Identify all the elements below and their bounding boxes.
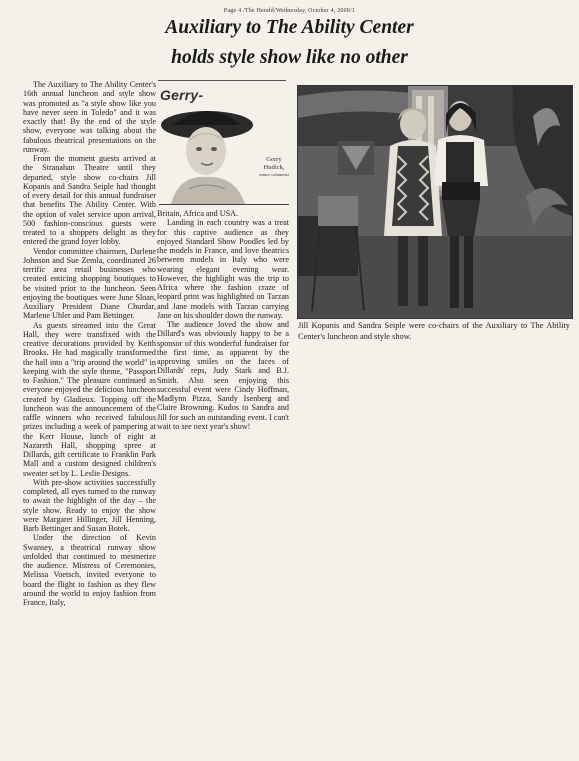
headline-line-1: Auxiliary to The Ability Center <box>165 17 414 38</box>
paragraph: The audience loved the show and Dillard's was obviously happy to be a sponsor of this wonderful fundraiser for the first time, as apparent by the approving smiles on the faces of Dillards' reps, Judy Stark and B.J. Smith. Also seen enjoying this successful event were Cindy Hoffman, Madlynn Pizza, Sandy Isenberg and Claire Browning. Kudos to Sandra and Jill for such an outstanding event. I can't wait to see next year's show! <box>157 320 289 431</box>
paragraph: Britain, Africa and USA. <box>157 209 239 218</box>
byline-name-line-2: Hudick, <box>263 164 285 171</box>
article-column-middle <box>157 209 289 431</box>
page-folio: Page 4 /The Herald/Wednesday, October 4, 2000/1 <box>223 8 356 14</box>
paragraph: The Auxiliary to The Ability Center's 16th annual luncheon and style show was promoted as "a style show like you have never seen in Toledo" and it was exactly that! By the end of the style show, everyone was talking about the fabulous theatrical presentations on the runway. <box>23 80 156 154</box>
byline-name-line-1: Gerry <box>266 156 282 163</box>
paragraph: As guests streamed into the Great Hall, they were transfixed with the creative decorations provided by Keith Brooks. He had magically transformed the hall into a "trip around the world" in keeping with the style theme, "Passport to Fashion." The pleasure continued as everyone enjoyed the delicious luncheon created by Gladieux. Topping off the luncheon was the announcement of the raffle winners who received fabulous prizes including a week of pampering at the Kerr House, lunch of eight at Nazareth Hall, shopping spree at Dillards, gift certificate to Franklin Park Mall and a custom designed children's sweater set by L. Leslie Designs. <box>23 320 156 478</box>
article-column-left <box>23 80 156 607</box>
headline-rule <box>158 80 286 81</box>
paragraph: Landing in each country was a treat for this captive audience as they enjoyed Standard Show Poodles led by the models in France, and love theatrics between models in Italy who were wearing elegant evening wear. However, the highlight was the trip to Africa where the fashion craze of leopard print was highlighted on Tarzan and Jane models with Tarzan carrying Jane on his shoulder down the runway. <box>157 218 289 320</box>
columnist-byline <box>254 156 294 177</box>
photo-caption: Jill Kopanis and Sandra Seiple were co-chairs of the Auxiliary to The Ability Center's luncheon and style show. <box>298 321 570 341</box>
paragraph: With pre-show activities successfully completed, all eyes turned to the runway to await the highlight of the day – the style show. Ready to enjoy the show were Margaret Hillinger, Jill Henning, Barb Bettinger and Susan Botek. <box>23 477 156 533</box>
columnist-headshot <box>159 103 289 205</box>
columnist-portrait-image <box>159 103 289 204</box>
headline-line-2: holds style show like no other <box>171 47 408 68</box>
event-photo <box>297 85 573 319</box>
paragraph: Under the direction of Kevin Swansey, a theatrical runway show unfolded that continued to mesmerize the audience. Mistress of Ceremonies, Melissa Voetsch, invited everyone to board the flight to fashion as they flew around the world to enjoy fashion from France, Italy, <box>23 533 156 607</box>
column-heading: Gerry- <box>160 87 204 103</box>
co-chairs-photo-image <box>298 86 572 318</box>
paragraph: Vendor committee chairmen, Darlene Johnson and Sue Zemla, coordinated 26 terrific area retail businesses who created enticing shopping boutiques to be visited prior to the luncheon. Seen enjoying the boutiques were June Sloan, Auxiliary President Diane Churdar, Marlene Uhler and Pam Bettinger. <box>23 246 156 321</box>
byline-role: senior columnist <box>259 172 289 177</box>
paragraph: From the moment guests arrived at the Stranahan Theatre until they departed, style show co-chairs Jill Kopanis and Sandra Seiple had thought of every detail for this annual fundraiser that benefits The Ability Center. With the option of valet service upon arrival, 500 fashion-conscious guests were treated to a shoppers delight as they entered the grand foyer lobby. <box>23 154 156 247</box>
